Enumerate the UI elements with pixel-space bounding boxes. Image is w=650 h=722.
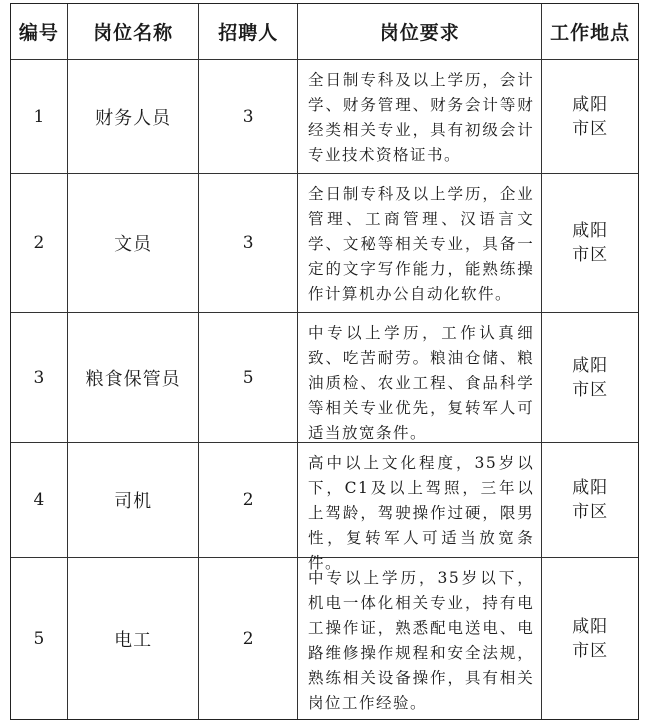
row-id: 2 bbox=[11, 174, 68, 312]
row-id: 4 bbox=[11, 443, 68, 557]
table-row bbox=[11, 313, 638, 443]
row-location-cell bbox=[542, 558, 638, 719]
row-headcount: 3 bbox=[199, 174, 298, 312]
row-requirements: 高中以上文化程度，35岁以下，C1及以上驾照，三年以上驾龄，驾驶操作过硬，限男性，复转军人可适当放宽条件。 bbox=[298, 443, 542, 557]
row-position-name: 司机 bbox=[68, 443, 200, 557]
row-position-name: 粮食保管员 bbox=[68, 313, 200, 442]
row-headcount: 2 bbox=[199, 443, 298, 557]
row-location: 咸阳市区 bbox=[572, 94, 609, 139]
row-location: 咸阳市区 bbox=[572, 221, 609, 265]
table-row bbox=[11, 443, 638, 572]
row-location-cell bbox=[542, 60, 638, 173]
header-headcount: 招聘人 bbox=[199, 4, 298, 59]
header-requirements: 岗位要求 bbox=[298, 4, 542, 59]
row-id: 5 bbox=[11, 558, 68, 719]
row-position-name: 电工 bbox=[68, 558, 200, 719]
row-location: 咸阳市区 bbox=[572, 355, 609, 400]
row-location: 咸阳市区 bbox=[572, 616, 609, 661]
row-location-cell bbox=[542, 313, 638, 442]
row-location-cell bbox=[542, 443, 638, 557]
row-requirements: 全日制专科及以上学历，会计学、财务管理、财务会计等财经类相关专业，具有初级会计专业技术资格证书。 bbox=[298, 60, 542, 173]
row-headcount: 3 bbox=[199, 60, 298, 173]
row-headcount: 5 bbox=[199, 313, 298, 442]
row-requirements: 中专以上学历，工作认真细致、吃苦耐劳。粮油仓储、粮油质检、农业工程、食品科学等相关专业优先，复转军人可适当放宽条件。 bbox=[298, 313, 542, 442]
row-id: 1 bbox=[11, 60, 68, 173]
row-requirements: 中专以上学历，35岁以下，机电一体化相关专业，持有电工操作证，熟悉配电送电、电路维修操作规程和安全法规，熟练相关设备操作，具有相关岗位工作经验。 bbox=[298, 558, 542, 719]
row-requirements: 全日制专科及以上学历，企业管理、工商管理、汉语言文学、文秘等相关专业，具备一定的文字写作能力，能熟练操作计算机办公自动化软件。 bbox=[298, 174, 542, 312]
table-header-row bbox=[11, 4, 638, 60]
row-position-name: 文员 bbox=[68, 174, 200, 312]
header-position-name: 岗位名称 bbox=[68, 4, 200, 59]
row-headcount: 2 bbox=[199, 558, 298, 719]
row-position-name: 财务人员 bbox=[68, 60, 200, 173]
header-location: 工作地点 bbox=[550, 22, 631, 44]
row-location-cell bbox=[542, 174, 638, 312]
header-id: 编号 bbox=[11, 4, 68, 59]
row-id: 3 bbox=[11, 313, 68, 442]
table-row bbox=[11, 174, 638, 313]
table-row bbox=[11, 60, 638, 174]
table-row bbox=[11, 558, 638, 719]
row-location: 咸阳市区 bbox=[572, 478, 609, 522]
recruitment-table bbox=[10, 3, 639, 720]
